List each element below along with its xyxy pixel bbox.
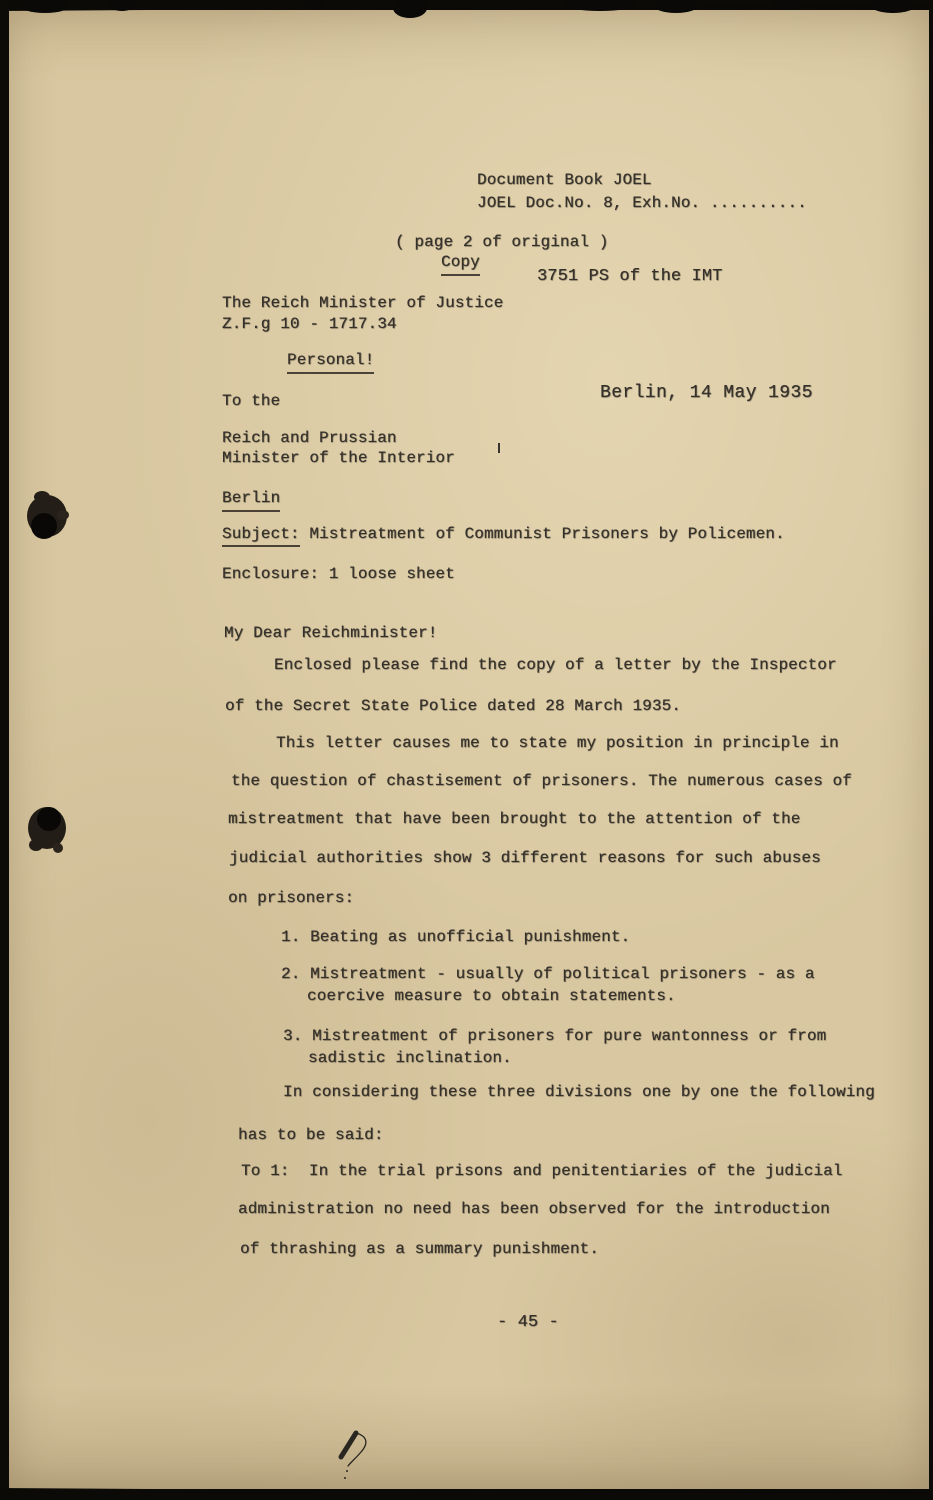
recipient-name-1: Reich and Prussian <box>222 429 397 447</box>
body-line: In considering these three divisions one by one the following <box>283 1083 875 1101</box>
page-number: - 45 - <box>497 1313 559 1332</box>
body-line: of thrashing as a summary punishment. <box>240 1240 599 1258</box>
list-item-2-cont: coercive measure to obtain statements. <box>307 987 676 1005</box>
list-item-3-cont: sadistic inclination. <box>308 1049 512 1067</box>
film-edge-right <box>929 0 933 1500</box>
page-note: ( page 2 of original ) <box>395 233 609 251</box>
copy-label: Copy <box>441 253 480 276</box>
body-line: the question of chastisement of prisoners. The numerous cases of <box>231 772 852 790</box>
recipient-name-2: Minister of the Interior <box>222 449 455 467</box>
body-line: Enclosed please find the copy of a letter by the Inspector <box>274 656 837 674</box>
date-line: Berlin, 14 May 1935 <box>600 383 813 403</box>
body-line: on prisoners: <box>228 889 355 907</box>
body-line: judicial authorities show 3 different reasons for such abuses <box>229 849 821 867</box>
sender-title: The Reich Minister of Justice <box>222 294 504 312</box>
body-line: mistreatment that have been brought to the attention of the <box>228 810 801 828</box>
doc-number-line: JOEL Doc.No. 8, Exh.No. .......... <box>477 194 807 212</box>
subject-line <box>222 525 785 544</box>
subject-text: Mistreatment of Communist Prisoners by Policemen. <box>299 525 785 543</box>
imt-reference: 3751 PS of the IMT <box>537 267 723 286</box>
film-edge-bottom <box>0 1488 933 1500</box>
list-item-1: 1. Beating as unofficial punishment. <box>281 928 631 946</box>
doc-book-title: Document Book JOEL <box>477 171 652 189</box>
body-line: administration no need has been observed for the introduction <box>238 1200 830 1218</box>
subject-label: Subject: <box>222 525 300 547</box>
personal-label: Personal! <box>287 351 374 374</box>
body-line: To 1: In the trial prisons and penitentiaries of the judicial <box>241 1162 843 1180</box>
sender-reference: Z.F.g 10 - 1717.34 <box>222 315 397 333</box>
body-line: has to be said: <box>238 1126 384 1144</box>
recipient-city: Berlin <box>222 489 280 512</box>
recipient-to: To the <box>222 392 281 410</box>
list-item-2: 2. Mistreatment - usually of political prisoners - as a <box>281 965 815 983</box>
salutation: My Dear Reichminister! <box>224 624 438 642</box>
enclosure-line: Enclosure: 1 loose sheet <box>222 565 455 583</box>
body-line: of the Secret State Police dated 28 March 1935. <box>225 697 681 715</box>
body-line: This letter causes me to state my position in principle in <box>276 734 839 752</box>
list-item-3: 3. Mistreatment of prisoners for pure wantonness or from <box>283 1027 827 1045</box>
